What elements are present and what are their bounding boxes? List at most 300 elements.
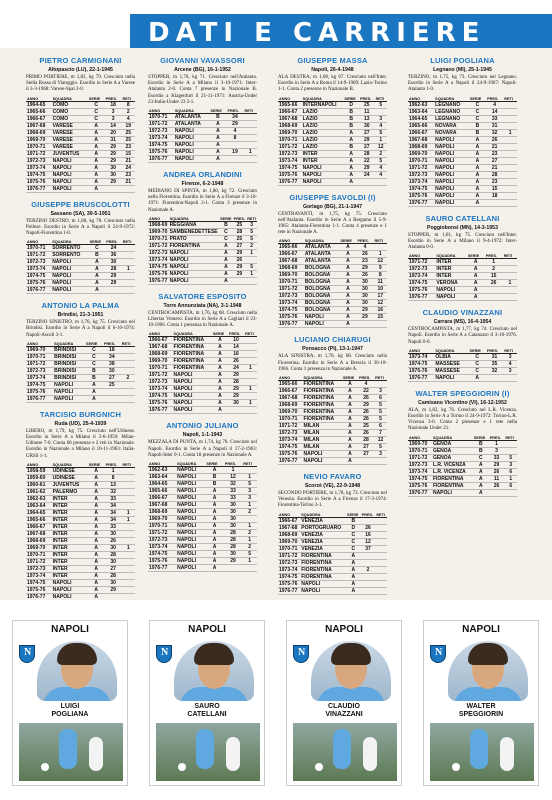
table-cell: 5: [246, 228, 257, 235]
table-cell: 12: [374, 437, 387, 444]
table-row: [26, 388, 135, 395]
table-cell: A: [339, 314, 356, 321]
table-cell: 1965-66: [278, 244, 304, 251]
table-cell: 13: [359, 115, 375, 122]
table-row: [148, 270, 257, 277]
table-cell: 26: [358, 409, 374, 416]
table-cell: 1973-74: [148, 544, 176, 551]
column-header: SQUADRA: [53, 342, 85, 347]
table-cell: 24: [105, 245, 122, 252]
table-row: [278, 101, 387, 108]
table-cell: 31: [486, 122, 503, 129]
table-cell: 29: [105, 586, 122, 593]
table-cell: 1966-67: [148, 495, 176, 502]
column-2: [148, 56, 257, 579]
table-cell: A: [89, 259, 106, 266]
table-cell: 1967-68: [278, 524, 300, 531]
table-cell: 1965-66: [26, 516, 52, 523]
player-name: GIUSEPPE BRUSCOLOTTI: [31, 199, 130, 209]
table-cell: 29: [356, 314, 373, 321]
table-cell: 1971-72: [148, 121, 174, 128]
table-cell: A: [339, 307, 356, 314]
table-cell: 2: [361, 566, 376, 573]
table-cell: NAPOLI: [303, 458, 342, 465]
table-cell: A: [346, 580, 361, 587]
table-row: [408, 129, 517, 136]
player-block: [26, 301, 135, 403]
table-cell: NAPOLI: [176, 502, 205, 509]
table-cell: 1974-75: [26, 381, 53, 388]
table-cell: A: [343, 164, 359, 171]
table-cell: 1975-76: [26, 586, 52, 593]
table-cell: 1: [503, 129, 517, 136]
table-row: [26, 108, 135, 115]
birth-info: Ruda (UD), 25-4-1939: [54, 420, 107, 427]
table-cell: NAPOLI: [52, 164, 88, 171]
table-cell: NAPOLI: [174, 149, 210, 156]
table-cell: 2: [246, 242, 257, 249]
table-cell: 26: [358, 416, 374, 423]
table-row: [148, 221, 257, 228]
column-header: SERIE: [88, 97, 105, 102]
table-cell: 1: [375, 136, 387, 143]
card-player-name: [13, 703, 127, 719]
table-cell: C: [85, 346, 103, 353]
table-row: [26, 185, 135, 192]
table-cell: A: [342, 444, 358, 451]
table-cell: MILAN: [303, 444, 342, 451]
player-name: SAURO CATELLANI: [425, 213, 500, 223]
table-cell: 1971-72: [278, 143, 302, 150]
table-cell: 2: [242, 530, 257, 537]
table-cell: 1974-75: [278, 307, 304, 314]
table-cell: 1970-71: [278, 545, 300, 552]
table-cell: 1969-70: [26, 544, 52, 551]
column-header: PRES.: [224, 462, 242, 467]
career-table: [26, 463, 135, 601]
column-header: SERIE: [343, 97, 359, 102]
player-bio: PRIMO PORTIERE, m 1,82, kg 79. Cresciuto nella Stella Rossa di Viareggio. Esordio in Serie A a Varese il 3-3-1968: Varese-Spal 2-0.: [26, 75, 135, 93]
table-cell: 21: [486, 164, 503, 171]
table-cell: [503, 273, 517, 280]
table-cell: 24: [228, 365, 244, 372]
birth-info: Sassano (SA), 30-5-1951: [50, 210, 111, 217]
table-cell: INTER: [52, 551, 88, 558]
table-row: [148, 263, 257, 270]
table-row: [148, 242, 257, 249]
table-cell: INTER: [52, 502, 88, 509]
column-header: RETI: [373, 239, 387, 244]
player-portrait: [311, 641, 391, 701]
table-cell: 1968-69: [26, 129, 52, 136]
table-row: [408, 468, 517, 475]
table-cell: VARESE: [52, 122, 88, 129]
table-cell: C: [85, 360, 103, 367]
table-cell: 1: [243, 149, 257, 156]
table-cell: 3: [105, 115, 122, 122]
table-cell: 1976-77: [148, 156, 174, 163]
table-row: [148, 386, 257, 393]
table-row: [26, 101, 135, 108]
career-table: [408, 97, 517, 207]
table-cell: 1: [485, 259, 503, 266]
table-cell: NAPOLI: [176, 481, 205, 488]
table-cell: BOLOGNA: [304, 293, 340, 300]
table-cell: 25: [122, 136, 135, 143]
table-cell: A: [339, 293, 356, 300]
table-row: [278, 136, 387, 143]
table-cell: A: [346, 587, 361, 594]
table-cell: 16: [373, 307, 387, 314]
table-row: [278, 314, 387, 321]
table-cell: 1973-74: [278, 566, 300, 573]
table-cell: [504, 447, 517, 454]
table-cell: 1975-76: [408, 367, 434, 374]
table-cell: NAPOLI: [169, 249, 220, 256]
table-cell: [503, 101, 517, 108]
player-block: [278, 335, 387, 465]
column-header: RETI: [244, 332, 257, 337]
table-row: [26, 273, 135, 280]
table-cell: 4: [375, 171, 387, 178]
player-block: [408, 214, 517, 302]
table-row: [408, 489, 517, 496]
table-row: [408, 294, 517, 301]
column-header: ANNO: [408, 254, 435, 259]
table-cell: 1971-72: [278, 552, 300, 559]
career-table: [408, 254, 517, 301]
table-cell: 1968-69: [148, 509, 176, 516]
table-cell: LEGNANO: [434, 101, 469, 108]
table-cell: 12: [361, 538, 376, 545]
table-cell: [122, 252, 135, 259]
table-cell: LAZIO: [302, 136, 344, 143]
table-cell: 30: [224, 516, 242, 523]
player-block: [148, 56, 257, 163]
player-bio: LIBERO, m 1,79, kg 75. Cresciuto nell'Udinese. Esordio in Serie A a Milano il 2-6-1959: Milan-Udinese 7-0. Conta 66 presenze e 2 reti in Nazionale. Esordio in Nazionale a Milano il 10-11-1963: Italia-URSS 1-1.: [26, 428, 135, 459]
table-cell: 5: [242, 481, 257, 488]
table-cell: A: [209, 142, 226, 149]
sticker-card: [286, 620, 402, 786]
table-cell: 1976-77: [278, 587, 300, 594]
table-cell: C: [469, 101, 486, 108]
table-row: [26, 558, 135, 565]
table-cell: A: [88, 593, 105, 600]
table-cell: 1970-71: [26, 353, 53, 360]
table-cell: 1961-62: [26, 488, 52, 495]
column-header: RETI: [242, 462, 257, 467]
table-cell: A: [339, 265, 356, 272]
table-row: [408, 101, 517, 108]
table-cell: NAPOLI: [176, 558, 205, 565]
table-cell: [105, 287, 122, 294]
table-cell: INTER: [52, 495, 88, 502]
table-cell: 30: [105, 259, 122, 266]
table-cell: 29: [358, 402, 374, 409]
table-cell: MASSESE: [434, 367, 468, 374]
table-cell: A: [342, 388, 358, 395]
table-cell: UDINESE: [52, 474, 88, 481]
action-opponent: [363, 737, 377, 771]
table-cell: A: [85, 388, 103, 395]
table-cell: 23: [486, 178, 503, 185]
portrait-shirt: [43, 687, 111, 701]
player-name: LUIGI POGLIANA: [430, 56, 495, 65]
table-cell: [375, 524, 387, 531]
table-cell: GENOA: [432, 447, 473, 454]
table-row: [148, 149, 257, 156]
page-title: DATI E CARRIERE: [148, 18, 486, 48]
column-header: SQUADRA: [435, 254, 466, 259]
table-row: [148, 502, 257, 509]
table-cell: NAPOLI: [434, 164, 469, 171]
table-cell: [122, 185, 135, 192]
table-cell: 27: [359, 129, 375, 136]
player-block: [278, 193, 387, 329]
table-cell: [361, 587, 376, 594]
table-cell: A: [342, 395, 358, 402]
table-cell: NAPOLI: [169, 256, 220, 263]
player-bio: STOPPER, m 1,81, kg 75. Cresciuto nell'Inter. Esordio in Serie A a Milano il 9-4-1972: Inter-Atalanta 0-0.: [408, 232, 517, 251]
table-cell: 3: [375, 115, 387, 122]
table-cell: 1968-69: [408, 143, 434, 150]
table-cell: A: [205, 502, 223, 509]
column-header: SQUADRA: [173, 332, 212, 337]
table-cell: INTER: [302, 157, 344, 164]
table-cell: VARESE: [52, 136, 88, 143]
table-cell: 11: [489, 475, 505, 482]
birth-info: Carrara (MS), 16-4-1954: [433, 319, 492, 326]
table-cell: C: [219, 228, 233, 235]
table-cell: 1965-66: [278, 381, 303, 388]
table-cell: A: [88, 586, 105, 593]
table-cell: 8: [105, 474, 122, 481]
table-cell: 1: [122, 544, 135, 551]
table-cell: 1: [122, 266, 135, 273]
column-header: ANNO: [26, 240, 51, 245]
table-cell: 26: [228, 358, 244, 365]
table-cell: 5: [374, 409, 387, 416]
table-cell: C: [469, 360, 486, 367]
table-cell: 1972-73: [278, 150, 302, 157]
player-block: [408, 308, 517, 382]
page-header: [0, 0, 552, 48]
table-cell: A: [88, 164, 105, 171]
table-cell: 2: [121, 374, 135, 381]
table-cell: 5: [504, 454, 517, 461]
table-cell: 1: [122, 509, 135, 516]
player-name: ANTONIO LA PALMA: [41, 301, 120, 311]
table-cell: NAPOLI: [173, 372, 212, 379]
table-cell: [244, 344, 257, 351]
table-cell: A: [343, 157, 359, 164]
table-cell: 1972-73: [149, 249, 168, 256]
table-cell: 29: [356, 307, 373, 314]
table-row: [278, 444, 387, 451]
table-row: [278, 307, 387, 314]
column-header: SQUADRA: [432, 436, 473, 441]
table-cell: INTER: [52, 516, 88, 523]
table-cell: L.R. VICENZA: [432, 461, 473, 468]
table-cell: BRINDISI: [53, 360, 85, 367]
table-cell: 1974-75: [408, 280, 435, 287]
table-cell: 30: [105, 171, 122, 178]
table-cell: C: [346, 538, 361, 545]
table-cell: [122, 579, 135, 586]
table-cell: A: [212, 351, 228, 358]
table-cell: [486, 199, 503, 206]
table-row: [408, 150, 517, 157]
table-cell: PORTOGRUARO: [300, 524, 346, 531]
table-cell: A: [88, 143, 105, 150]
table-row: [408, 353, 517, 360]
table-cell: 24: [122, 164, 135, 171]
table-cell: 5: [246, 235, 257, 242]
career-table: [26, 240, 135, 294]
player-name: GIUSEPPE MASSA: [297, 56, 368, 65]
table-cell: 1975-76: [148, 400, 173, 407]
table-cell: A: [467, 280, 485, 287]
column-header: PRES.: [105, 463, 122, 468]
table-cell: NAPOLI: [174, 156, 210, 163]
ball-icon: [315, 763, 323, 771]
table-cell: [243, 121, 257, 128]
table-cell: [361, 559, 376, 566]
column-header: SQUADRA: [51, 240, 88, 245]
table-row: [408, 178, 517, 185]
player-block: [278, 472, 387, 595]
table-cell: [361, 552, 376, 559]
table-cell: [503, 122, 517, 129]
table-row: [26, 544, 135, 551]
table-cell: [122, 530, 135, 537]
table-cell: 36: [105, 252, 122, 259]
career-table: [26, 97, 135, 193]
column-header: ANNO: [408, 349, 434, 354]
table-cell: NOVARA: [434, 122, 469, 129]
column-header: PRES.: [486, 97, 503, 102]
table-cell: 1976-77: [26, 185, 52, 192]
table-row: [278, 580, 387, 587]
table-cell: A: [209, 149, 226, 156]
table-cell: 1963-64: [148, 474, 176, 481]
table-cell: [503, 192, 517, 199]
table-row: [408, 108, 517, 115]
birth-info: Camisano Vicentino (VI), 16-12-1952: [418, 399, 507, 406]
table-cell: A: [212, 379, 228, 386]
table-cell: [121, 353, 135, 360]
column-header: RETI: [122, 97, 135, 102]
table-cell: FIORENTINA: [303, 402, 342, 409]
table-cell: 29: [105, 150, 122, 157]
table-cell: NAPOLI: [52, 171, 88, 178]
table-cell: 1966-67: [408, 129, 434, 136]
table-cell: 28: [228, 379, 244, 386]
table-row: [26, 122, 135, 129]
napoli-crest-icon: [156, 645, 172, 663]
table-cell: 1969-70: [149, 228, 168, 235]
table-cell: 1971-72: [26, 150, 52, 157]
table-row: [26, 252, 135, 259]
player-name: ANDREA ORLANDINI: [163, 170, 242, 180]
table-cell: [503, 178, 517, 185]
table-cell: [485, 287, 503, 294]
table-cell: NAPOLI: [51, 273, 88, 280]
table-row: [26, 488, 135, 495]
table-cell: NAPOLI: [52, 178, 88, 185]
table-cell: A: [205, 495, 223, 502]
table-cell: [122, 259, 135, 266]
table-cell: 8: [226, 135, 243, 142]
table-cell: A: [212, 407, 228, 414]
table-cell: C: [473, 454, 489, 461]
table-cell: 5: [375, 129, 387, 136]
table-cell: NAPOLI: [434, 171, 469, 178]
column-header: SERIE: [88, 463, 105, 468]
column-header: SERIE: [342, 376, 358, 381]
table-cell: [122, 287, 135, 294]
table-cell: [489, 489, 505, 496]
table-cell: 28: [105, 572, 122, 579]
table-cell: 3: [503, 353, 517, 360]
table-cell: NAPOLI: [173, 407, 212, 414]
table-cell: 26: [489, 482, 505, 489]
table-cell: A: [339, 251, 356, 258]
table-cell: [244, 379, 257, 386]
column-header: PRES.: [485, 254, 503, 259]
table-cell: 30: [105, 558, 122, 565]
table-cell: 1972-73: [148, 128, 174, 135]
table-cell: [375, 573, 387, 580]
table-cell: A: [88, 551, 105, 558]
table-cell: [242, 516, 257, 523]
table-cell: 1967-68: [278, 395, 303, 402]
table-cell: 27: [103, 374, 121, 381]
table-row: [26, 287, 135, 294]
table-row: [26, 143, 135, 150]
table-cell: 1975-76: [26, 280, 51, 287]
table-cell: COMO: [52, 108, 88, 115]
table-cell: A: [469, 164, 486, 171]
table-cell: 1974-75: [408, 475, 432, 482]
table-cell: A: [88, 558, 105, 565]
table-row: [26, 346, 135, 353]
column-header: SERIE: [346, 513, 361, 518]
table-cell: 1975-76: [278, 171, 302, 178]
table-row: [148, 114, 257, 121]
table-cell: LEGNANO: [434, 115, 469, 122]
table-cell: 1975-76: [408, 482, 432, 489]
table-cell: 1974-75: [408, 360, 434, 367]
table-cell: 3: [504, 461, 517, 468]
table-cell: 28: [224, 530, 242, 537]
table-row: [148, 156, 257, 163]
table-cell: 1972-73: [26, 367, 53, 374]
table-cell: UDINESE: [52, 467, 88, 474]
column-header: SERIE: [209, 109, 226, 114]
table-row: [148, 551, 257, 558]
table-cell: 38: [103, 360, 121, 367]
table-cell: 29: [356, 265, 373, 272]
table-row: [26, 551, 135, 558]
table-row: [408, 164, 517, 171]
player-block: [148, 170, 257, 285]
napoli-crest-icon: [293, 645, 309, 663]
birth-info: Brindisi, 21-3-1951: [57, 312, 104, 319]
table-cell: [244, 393, 257, 400]
table-cell: [121, 346, 135, 353]
table-cell: C: [219, 235, 233, 242]
